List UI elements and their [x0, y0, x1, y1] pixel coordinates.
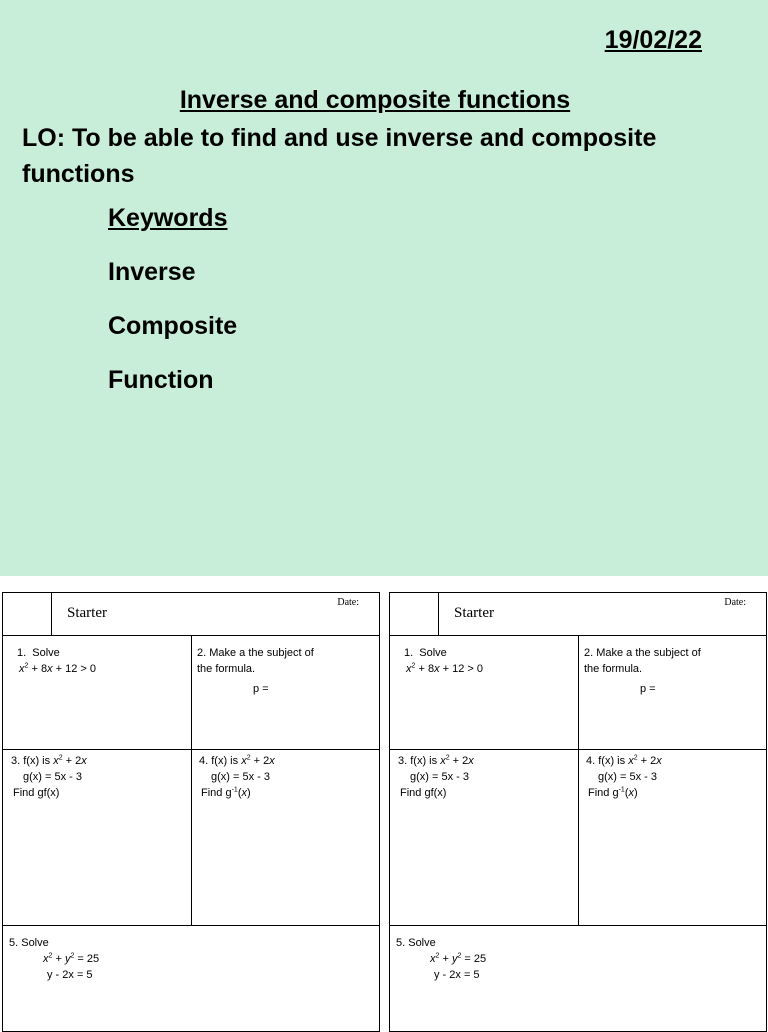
slide-title: Inverse and composite functions: [179, 86, 571, 114]
question-2-line2: the formula.: [584, 663, 643, 675]
question-4-line3: Find $g^{-1}(x)$: [201, 786, 251, 799]
question-3: 3. f(x) is $x^2 + 2x$: [11, 754, 87, 767]
worksheet-header: [3, 593, 379, 636]
keyword-inverse: Inverse: [108, 258, 196, 286]
question-2-equation: p =: [640, 683, 656, 695]
starter-label: Starter: [454, 605, 494, 621]
question-5: 5. Solve: [396, 937, 436, 949]
keyword-composite: Composite: [108, 312, 238, 340]
question-1: 1. Solve: [17, 647, 60, 659]
question-2-equation: p =: [253, 683, 269, 695]
question-2-line2: the formula.: [197, 663, 256, 675]
keyword-function: Function: [108, 366, 214, 394]
question-5: 5. Solve: [9, 937, 49, 949]
learning-objective: LO: To be able to find and use inverse and composite functions: [22, 124, 657, 188]
worksheet-header: [390, 593, 766, 636]
question-3-line2: g(x) = 5x - 3: [410, 771, 469, 783]
date-label: Date:: [337, 597, 359, 608]
question-2: 2. Make a the subject of: [197, 647, 314, 659]
question-2: 2. Make a the subject of: [584, 647, 701, 659]
question-1-equation: $x^2 + 8x + 12 > 0$: [406, 662, 483, 675]
question-4: 4. f(x) is $x^2 + 2x$: [586, 754, 662, 767]
question-1: 1. Solve: [404, 647, 447, 659]
worksheet-right: [389, 592, 767, 1032]
question-3-line3: Find gf(x): [400, 787, 447, 799]
question-5-equation-1: $x^2 + y^2 = 25$: [43, 952, 100, 965]
date-label: Date:: [724, 597, 746, 608]
starter-label: Starter: [67, 605, 107, 621]
question-3-line2: g(x) = 5x - 3: [23, 771, 82, 783]
keywords-heading: Keywords: [108, 204, 228, 232]
header-box: [390, 593, 439, 635]
header-box: [3, 593, 52, 635]
question-5-equation-2: y - 2x = 5: [47, 969, 93, 981]
worksheet-left: [2, 592, 380, 1032]
question-1-equation: $x^2 + 8x + 12 > 0$: [19, 662, 96, 675]
question-4: 4. f(x) is $x^2 + 2x$: [199, 754, 275, 767]
question-4-line3: Find $g^{-1}(x)$: [588, 786, 638, 799]
question-4-line2: g(x) = 5x - 3: [598, 771, 657, 783]
question-5-equation-1: $x^2 + y^2 = 25$: [430, 952, 487, 965]
slide-date: 19/02/22: [604, 26, 702, 54]
question-3-line3: Find gf(x): [13, 787, 60, 799]
question-5-equation-2: y - 2x = 5: [434, 969, 480, 981]
question-4-line2: g(x) = 5x - 3: [211, 771, 270, 783]
question-3: 3. f(x) is $x^2 + 2x$: [398, 754, 474, 767]
